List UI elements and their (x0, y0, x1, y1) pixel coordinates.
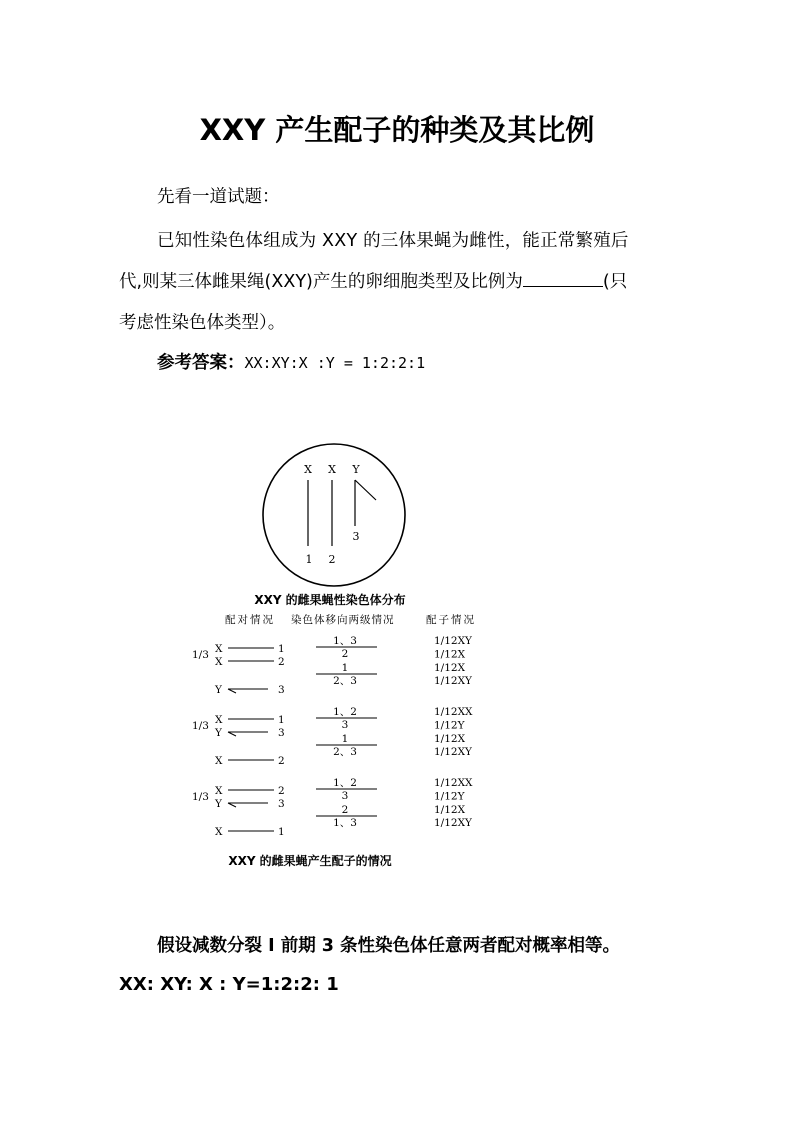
group-1-row2-number: 2 (278, 656, 285, 668)
page-title: XXY 产生配子的种类及其比例 (199, 113, 595, 147)
group-1-row2-label: X (215, 656, 223, 668)
group-2-gamete-1: 1/12XX (434, 706, 473, 718)
group-1-row3-hook (228, 689, 236, 693)
group-1-move2-top: 1 (341, 662, 349, 674)
group-1-ratio: 1/3 (192, 649, 209, 661)
answer-value: XX:XY:X :Y = 1:2:2:1 (244, 354, 426, 372)
group-1-gamete-2: 1/12X (434, 648, 466, 661)
group-3-row2-label: Y (215, 798, 222, 810)
circle-label-x2: X (328, 463, 336, 476)
group-2-row2-label: Y (215, 727, 222, 739)
group-1-gamete-1: 1/12XY (434, 635, 472, 647)
group-3-move2-bottom: 1、3 (333, 817, 357, 829)
group-2-move1-top: 1、2 (333, 706, 357, 718)
group-3-gamete-3: 1/12X (434, 803, 466, 816)
group-2-gamete-2: 1/12Y (434, 719, 465, 732)
question-line-2-text: 代,则某三体雌果绳(XXY)产生的卵细胞类型及比例为 (119, 272, 523, 292)
group-3-move1-bottom: 3 (341, 790, 349, 802)
chromosome-3-arm (355, 480, 376, 500)
header-gamete: 配子情况 (426, 614, 476, 626)
result-ratio: XX: XY: X : Y=1:2:2: 1 (119, 974, 339, 995)
group-3-row3-number: 1 (278, 826, 285, 838)
group-2-row2-hook (228, 732, 236, 736)
group-3-move2-top: 2 (341, 804, 349, 816)
assumption-text: 假设减数分裂 I 前期 3 条性染色体任意两者配对概率相等。 (157, 936, 621, 956)
circle-number-1: 1 (305, 553, 313, 566)
group-3-row1-label: X (215, 785, 223, 797)
header-movement: 染色体移向两级情况 (291, 614, 395, 626)
header-pairing: 配对情况 (225, 614, 275, 626)
circle-number-3: 3 (352, 530, 360, 543)
group-3-move1-top: 1、2 (333, 777, 357, 789)
group-3-ratio: 1/3 (192, 791, 209, 803)
circle-number-2: 2 (328, 553, 336, 566)
gamete-caption: XXY 的雌果蝇产生配子的情况 (228, 854, 392, 868)
group-1-move1-bottom: 2 (341, 648, 349, 660)
group-2-gamete-4: 1/12XY (434, 746, 472, 759)
group-1-row1-label: X (215, 643, 223, 655)
intro-text: 先看一道试题： (157, 187, 280, 207)
group-3-row2-number: 3 (278, 798, 285, 810)
pairing-groups (192, 635, 473, 838)
reference-answer (157, 349, 425, 374)
group-2-move1-bottom: 3 (341, 719, 349, 731)
circle-caption: XXY 的雌果蝇性染色体分布 (254, 593, 406, 607)
group-2-row2-number: 3 (278, 727, 285, 739)
group-1-gamete-4: 1/12XY (434, 675, 472, 688)
group-3-row2-hook (228, 803, 236, 807)
group-2-row1-label: X (215, 714, 223, 726)
group-3-gamete-4: 1/12XY (434, 817, 472, 830)
group-3-gamete-2: 1/12Y (434, 790, 465, 803)
group-2-move2-top: 1 (341, 733, 349, 745)
chromosome-circle-diagram (254, 444, 405, 607)
group-2-move2-bottom: 2、3 (333, 746, 357, 758)
question-line-2 (119, 268, 627, 293)
group-1-row3-number: 3 (278, 684, 285, 696)
group-2-ratio: 1/3 (192, 720, 209, 732)
group-1-row1-number: 1 (278, 643, 285, 655)
group-2-row3-number: 2 (278, 755, 285, 767)
group-1-move2-bottom: 2、3 (333, 675, 357, 687)
group-1-move1-top: 1、3 (333, 635, 357, 647)
group-1-gamete-3: 1/12X (434, 661, 466, 674)
circle-label-x1: X (304, 463, 312, 476)
group-2-row1-number: 1 (278, 714, 285, 726)
figure (170, 440, 510, 875)
question-line-1: 已知性染色体组成为 XXY 的三体果蝇为雌性，能正常繁殖后 (157, 231, 629, 251)
group-3-row1-number: 2 (278, 785, 285, 797)
answer-label: 参考答案： (157, 353, 245, 373)
group-3-row3-label: X (215, 826, 223, 838)
question-line-2-suffix: (只 (602, 272, 628, 292)
group-2-row3-label: X (215, 755, 223, 767)
circle-label-y: Y (352, 463, 360, 476)
answer-blank (523, 272, 603, 287)
question-line-3: 考虑性染色体类型）。 (119, 313, 286, 333)
group-2-gamete-3: 1/12X (434, 732, 466, 745)
group-3-gamete-1: 1/12XX (434, 777, 473, 789)
group-1-row3-label: Y (215, 684, 222, 696)
